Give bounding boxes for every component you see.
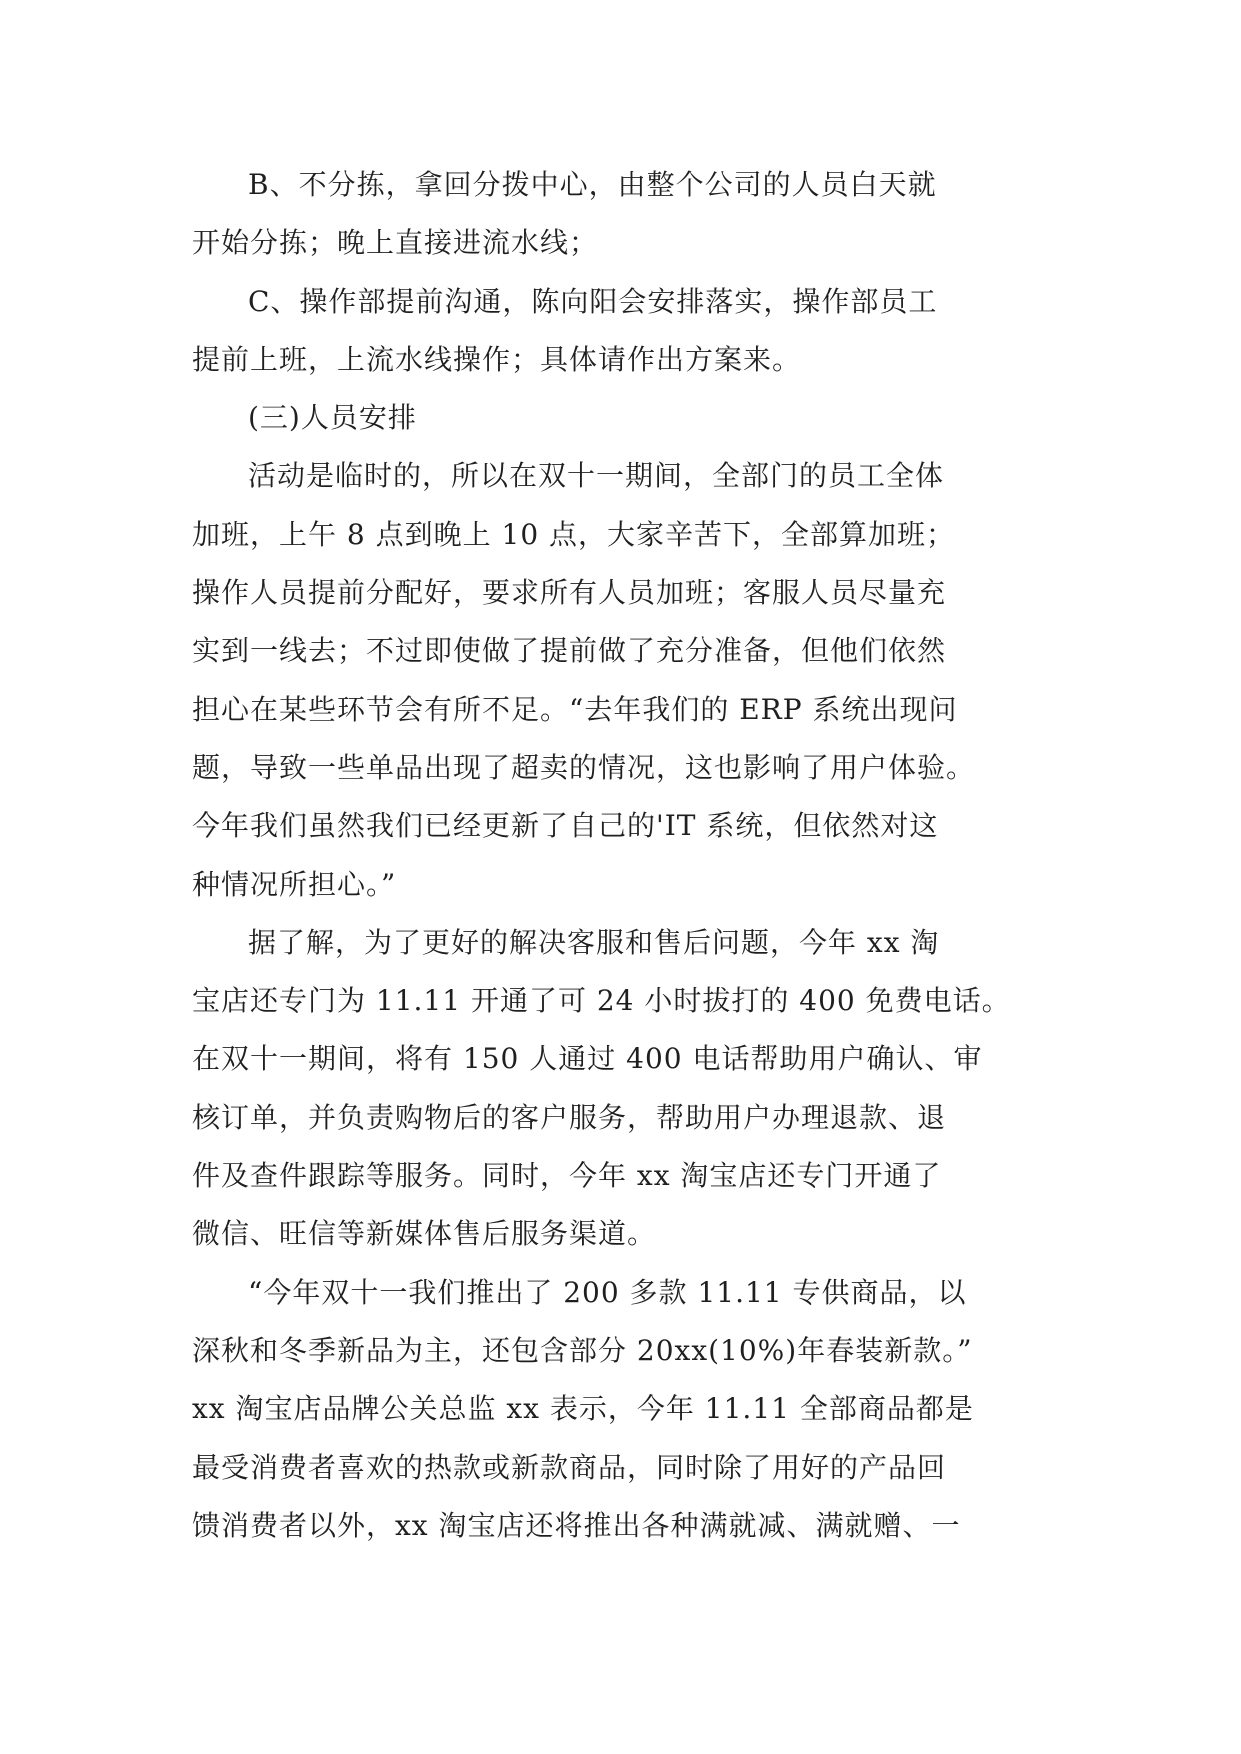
text-line: 据了解，为了更好的解决客服和售后问题，今年 xx 淘: [248, 925, 940, 959]
text-line: B、不分拣，拿回分拨中心，由整个公司的人员白天就: [248, 168, 937, 201]
text-line: 在双十一期间，将有 150 人通过 400 电话帮助用户确认、审: [192, 1042, 983, 1076]
text-line: xx 淘宝店品牌公关总监 xx 表示，今年 11.11 全部商品都是: [192, 1392, 974, 1426]
text-line: 实到一线去；不过即使做了提前做了充分准备，但他们依然: [192, 634, 947, 668]
text-line: 今年我们虽然我们已经更新了自己的'IT 系统，但依然对这: [192, 809, 939, 843]
text-line: 活动是临时的，所以在双十一期间，全部门的员工全体: [248, 459, 945, 493]
text-line: 馈消费者以外，xx 淘宝店还将推出各种满就减、满就赠、一: [192, 1508, 961, 1542]
text-line: 件及查件跟踪等服务。同时，今年 xx 淘宝店还专门开通了: [192, 1159, 942, 1193]
text-line: 种情况所担心。”: [192, 867, 397, 901]
text-line: 最受消费者喜欢的热款或新款商品，同时除了用好的产品回: [192, 1450, 947, 1484]
text-line: C、操作部提前沟通，陈向阳会安排落实，操作部员工: [248, 284, 938, 318]
paragraph-products-quote: [192, 1264, 1060, 1555]
paragraph-c-option: [192, 273, 1060, 390]
document-body: [192, 156, 1060, 1555]
text-line: 微信、旺信等新媒体售后服务渠道。: [192, 1217, 657, 1251]
text-line: 题，导致一些单品出现了超卖的情况，这也影响了用户体验。: [192, 750, 976, 784]
section-heading-staffing: [192, 389, 1060, 447]
text-line: 提前上班，上流水线操作；具体请作出方案来。: [192, 342, 802, 376]
text-line: 核订单，并负责购物后的客户服务，帮助用户办理退款、退: [192, 1100, 947, 1134]
text-line: 开始分拣；晚上直接进流水线；: [192, 226, 599, 260]
text-line: 操作人员提前分配好，要求所有人员加班；客服人员尽量充: [192, 576, 947, 610]
paragraph-staffing: [192, 447, 1060, 913]
text-line: “今年双十一我们推出了 200 多款 11.11 专供商品，以: [248, 1275, 967, 1309]
text-line: 加班，上午 8 点到晚上 10 点，大家辛苦下，全部算加班；: [192, 517, 956, 551]
paragraph-customer-service: [192, 914, 1060, 1264]
text-line: 深秋和冬季新品为主，还包含部分 20xx(10%)年春装新款。”: [192, 1333, 973, 1367]
paragraph-b-option: [192, 156, 1060, 273]
text-line: 宝店还专门为 11.11 开通了可 24 小时拔打的 400 免费电话。: [192, 984, 1011, 1018]
text-line: 担心在某些环节会有所不足。“去年我们的 ERP 系统出现问: [192, 692, 958, 726]
section-heading: (三)人员安排: [248, 401, 417, 435]
